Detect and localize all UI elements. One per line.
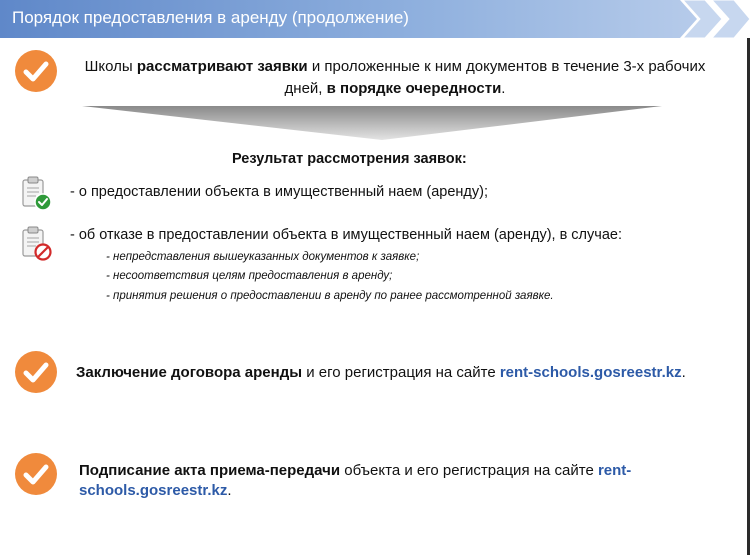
check-circle-icon	[14, 49, 58, 93]
document-rejected-icon	[20, 226, 54, 262]
text-segment: и проложенные к ним документов в течение 3-х рабочих дней,	[284, 58, 706, 97]
contract-paragraph	[76, 364, 686, 381]
page-title: Порядок предоставления в аренду (продолжение)	[12, 8, 409, 27]
site-link[interactable]: rent-schools.gosreestr.kz	[79, 462, 632, 499]
emphasis-text: Заключение договора аренды	[76, 364, 303, 381]
approval-outcome: - о предоставлении объекта в имущественный наем (аренду);	[70, 184, 488, 200]
emphasis-text: в порядке очередности	[326, 80, 502, 97]
transfer-act-paragraph	[79, 461, 669, 501]
results-heading: Результат рассмотрения заявок:	[232, 151, 467, 167]
text-segment: объекта и его регистрация на сайте	[340, 462, 598, 479]
review-paragraph	[70, 56, 720, 100]
text-segment: и его регистрация на сайте	[302, 364, 500, 381]
check-circle-icon	[14, 452, 58, 496]
funnel-arrow-shape	[82, 106, 662, 142]
refusal-outcome: - об отказе в предоставлении объекта в имущественный наем (аренду), в случае:	[70, 227, 622, 243]
document-approved-icon	[20, 176, 54, 212]
check-circle-icon	[14, 350, 58, 394]
header-band	[0, 0, 750, 38]
refusal-reason: - непредставления вышеуказанных документов к заявке;	[106, 251, 420, 263]
text-segment: .	[227, 482, 232, 499]
refusal-reason: - принятия решения о предоставлении в аренду по ранее рассмотренной заявке.	[106, 290, 554, 302]
emphasis-text: Подписание акта приема-передачи	[79, 462, 341, 479]
site-link[interactable]: rent-schools.gosreestr.kz	[499, 364, 682, 381]
emphasis-text: рассматривают заявки	[136, 58, 308, 75]
text-segment: Школы	[84, 58, 137, 75]
text-segment: .	[681, 364, 686, 381]
text-segment: .	[501, 80, 506, 97]
refusal-reason: - несоответствия целям предоставления в аренду;	[106, 270, 393, 282]
